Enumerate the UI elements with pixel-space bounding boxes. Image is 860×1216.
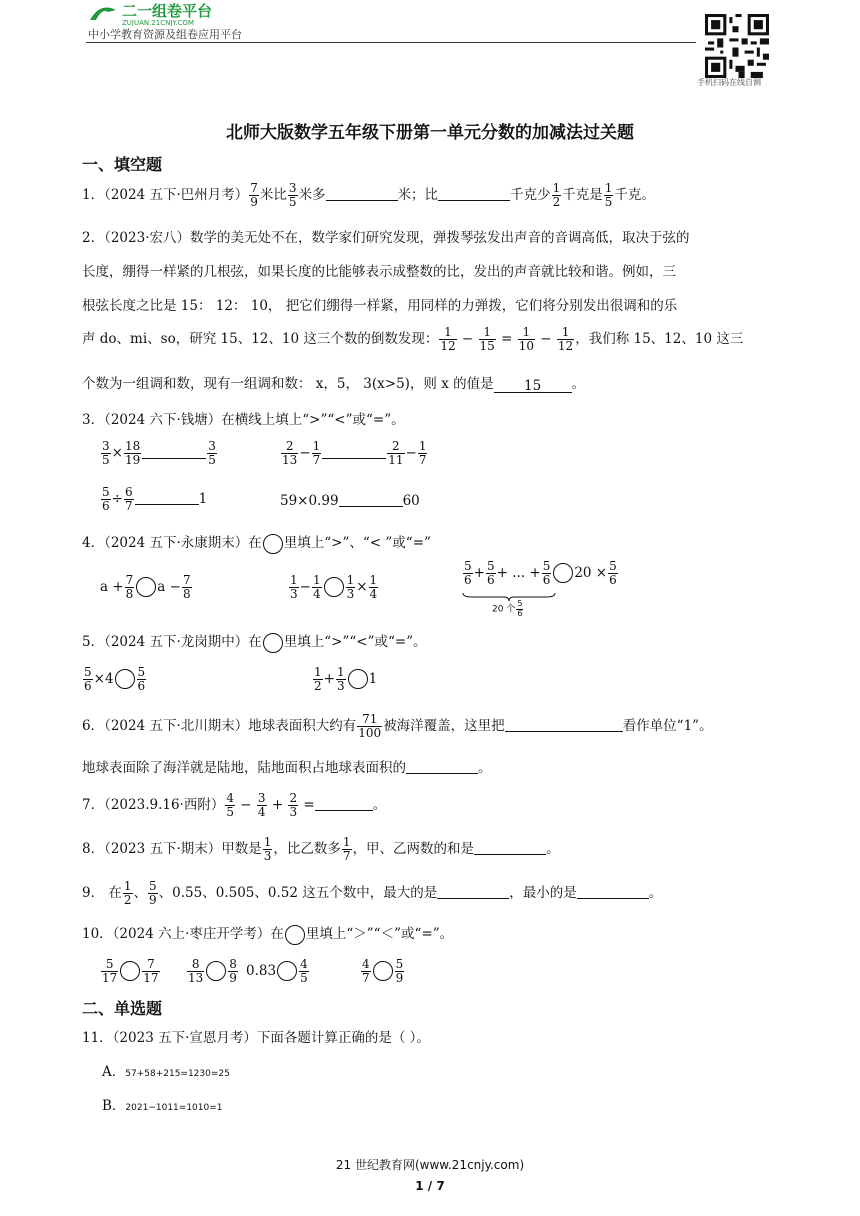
question-2-line-3: 根弦长度之比是 15： 12： 10， 把它们绷得一样紧，用同样的力弹拨，它们将分别发出很调和的乐	[82, 298, 678, 314]
q3-expr-4: 59×0.99 60	[280, 493, 420, 509]
answer-blank[interactable]	[406, 759, 478, 774]
option-b[interactable]: B．2021−1011=1010=1	[102, 1098, 223, 1114]
header-divider	[86, 42, 696, 43]
q10-expr-3: 0.83 $\frac{4}{5}$	[246, 957, 308, 985]
answer-blank[interactable]	[326, 186, 398, 201]
compare-circle[interactable]	[206, 961, 226, 981]
question-11: 11．（2023 五下·宣恩月考）下面各题计算正确的是（ ）。	[82, 1030, 430, 1046]
question-4: 4．（2024 五下·永康期末）在 里填上“>”、“< ”或“=”	[82, 531, 431, 554]
question-9: 9． 在 $\frac{1}{2}$ 、 $\frac{5}{9}$ 、0.55、0.505、0.52 这五个数中，最大的是 ，最小的是 。	[82, 879, 663, 907]
question-2-line-5: 个数为一组调和数，现有一组调和数： x，5， 3(x>5)，则 x 的值是 15 。	[82, 376, 586, 394]
q10-expr-1: $\frac{5}{17}$ $\frac{7}{17}$	[102, 957, 159, 985]
footer-site: 21 世纪教育网(www.21cnjy.com)	[335, 1158, 525, 1172]
site-logo	[86, 0, 276, 26]
answer-blank[interactable]	[339, 492, 403, 507]
q3-expr-1: $\frac{3}{5}$ × $\frac{18}{19}$ $\frac{3}{5}$	[102, 439, 216, 467]
compare-circle[interactable]	[263, 633, 283, 653]
q1-source: 1．（2024 五下·巴州月考）	[82, 186, 249, 203]
qr-caption: 手机扫码在线自测	[697, 78, 761, 87]
compare-circle[interactable]	[373, 961, 393, 981]
compare-circle[interactable]	[553, 563, 573, 583]
answer-blank[interactable]	[322, 444, 386, 459]
section-heading-single-choice: 二、单选题	[82, 999, 163, 1018]
compare-circle[interactable]	[136, 577, 156, 597]
q5-expr-2: $\frac{1}{2}$ + $\frac{1}{3}$ 1	[314, 665, 378, 693]
answer-blank[interactable]	[315, 796, 373, 811]
answer-blank[interactable]	[474, 840, 546, 855]
question-8: 8．（2023 五下·期末）甲数是 $\frac{1}{3}$ ，比乙数多 $\frac{1}{7}$ ，甲、乙两数的和是 。	[82, 835, 560, 863]
answer-blank[interactable]	[577, 884, 649, 899]
option-a[interactable]: A．57+58+215=1230=25	[102, 1064, 230, 1080]
qr-code-icon[interactable]	[705, 14, 769, 78]
question-6-line-1: 6．（2024 五下·北川期末）地球表面积大约有 $\frac{71}{100}$ 被海洋覆盖，这里把 看作单位“1”。	[82, 712, 713, 740]
q3-expr-3: $\frac{5}{6}$ ÷ $\frac{6}{7}$ 1	[102, 485, 208, 513]
answer-blank-filled[interactable]: 15	[494, 378, 572, 393]
compare-circle[interactable]	[115, 669, 135, 689]
fraction: $\frac{1}{2}$	[552, 181, 561, 209]
question-7: 7．（2023.9.16·西附） $\frac{4}{5}$ − $\frac{3}{4}$ + $\frac{2}{3}$ = 。	[82, 791, 387, 819]
answer-blank[interactable]	[438, 186, 510, 201]
fraction: $\frac{1}{5}$	[604, 181, 613, 209]
compare-circle[interactable]	[120, 961, 140, 981]
q5-expr-1: $\frac{5}{6}$ ×4 $\frac{5}{6}$	[84, 665, 146, 693]
fraction: $\frac{7}{9}$	[250, 181, 258, 209]
fraction: $\frac{3}{5}$	[288, 181, 297, 209]
logo-sub: ZUJUAN.21CNJY.COM	[122, 19, 194, 26]
compare-circle[interactable]	[277, 961, 297, 981]
answer-blank[interactable]	[437, 884, 509, 899]
underbrace-label: 20 个 $\frac{5}{6}$	[492, 599, 523, 618]
question-10: 10．（2024 六上·枣庄开学考）在 里填上“＞”“＜”或“=”。	[82, 922, 453, 945]
q10-expr-2: $\frac{8}{13}$ $\frac{8}{9}$	[188, 957, 237, 985]
question-2-line-2: 长度，绷得一样紧的几根弦，如果长度的比能够表示成整数的比，发出的声音就比较和谐。例如，三	[82, 264, 676, 280]
question-2-line-4: 声 do、mi、so，研究 15、12、10 这三个数的倒数发现： $\frac{1}{12}$ − $\frac{1}{15}$ = $\frac{1}{10}$ − $\frac{1}{12}$ ，我们称 15、12、10 这三	[82, 325, 744, 353]
question-1: 1．（2024 五下·巴州月考） $\frac{7}{9}$ 米比 $\frac{3}{5}$ 米多 米；比 千克少 $\frac{1}{2}$ 千克是 $\frac{1}{5}$ 千克。	[82, 181, 655, 209]
question-6-line-2: 地球表面除了海洋就是陆地，陆地面积占地球表面积的 。	[82, 760, 492, 776]
section-heading-fill-blank: 一、填空题	[82, 155, 163, 174]
q3-expr-2: $\frac{2}{13}$ − $\frac{1}{7}$ $\frac{2}{11}$ − $\frac{1}{7}$	[282, 439, 427, 467]
answer-blank[interactable]	[135, 490, 199, 505]
logo-text: 二一组卷平台	[122, 2, 213, 20]
answer-blank[interactable]	[505, 717, 623, 732]
answer-blank[interactable]	[142, 444, 206, 459]
compare-circle[interactable]	[263, 534, 283, 554]
compare-circle[interactable]	[324, 577, 344, 597]
question-5: 5．（2024 五下·龙岗期中）在 里填上“>”“<”或“=”。	[82, 630, 427, 653]
question-2-line-1: 2．（2023·宏八）数学的美无处不在，数学家们研究发现，弹拨琴弦发出声音的音调高低，取决于弦的	[82, 230, 690, 246]
header-subtitle: 中小学教育资源及组卷应用平台	[88, 28, 242, 41]
page-number: 1 / 7	[415, 1179, 445, 1193]
compare-circle[interactable]	[348, 669, 368, 689]
q4-expr-3: $\frac{5}{6}$ + $\frac{5}{6}$ + ... + $\frac{5}{6}$ 20 × $\frac{5}{6}$	[464, 559, 617, 587]
q4-expr-1: a + $\frac{7}{8}$ a − $\frac{7}{8}$	[100, 573, 191, 601]
question-3: 3．（2024 六下·钱塘）在横线上填上“>”“<”或“=”。	[82, 412, 405, 428]
q4-expr-2: $\frac{1}{3}$ − $\frac{1}{4}$ $\frac{1}{3}$ × $\frac{1}{4}$	[290, 573, 378, 601]
page-title: 北师大版数学五年级下册第一单元分数的加减法过关题	[226, 123, 634, 143]
q10-expr-4: $\frac{4}{7}$ $\frac{5}{9}$	[362, 957, 404, 985]
compare-circle[interactable]	[285, 925, 305, 945]
